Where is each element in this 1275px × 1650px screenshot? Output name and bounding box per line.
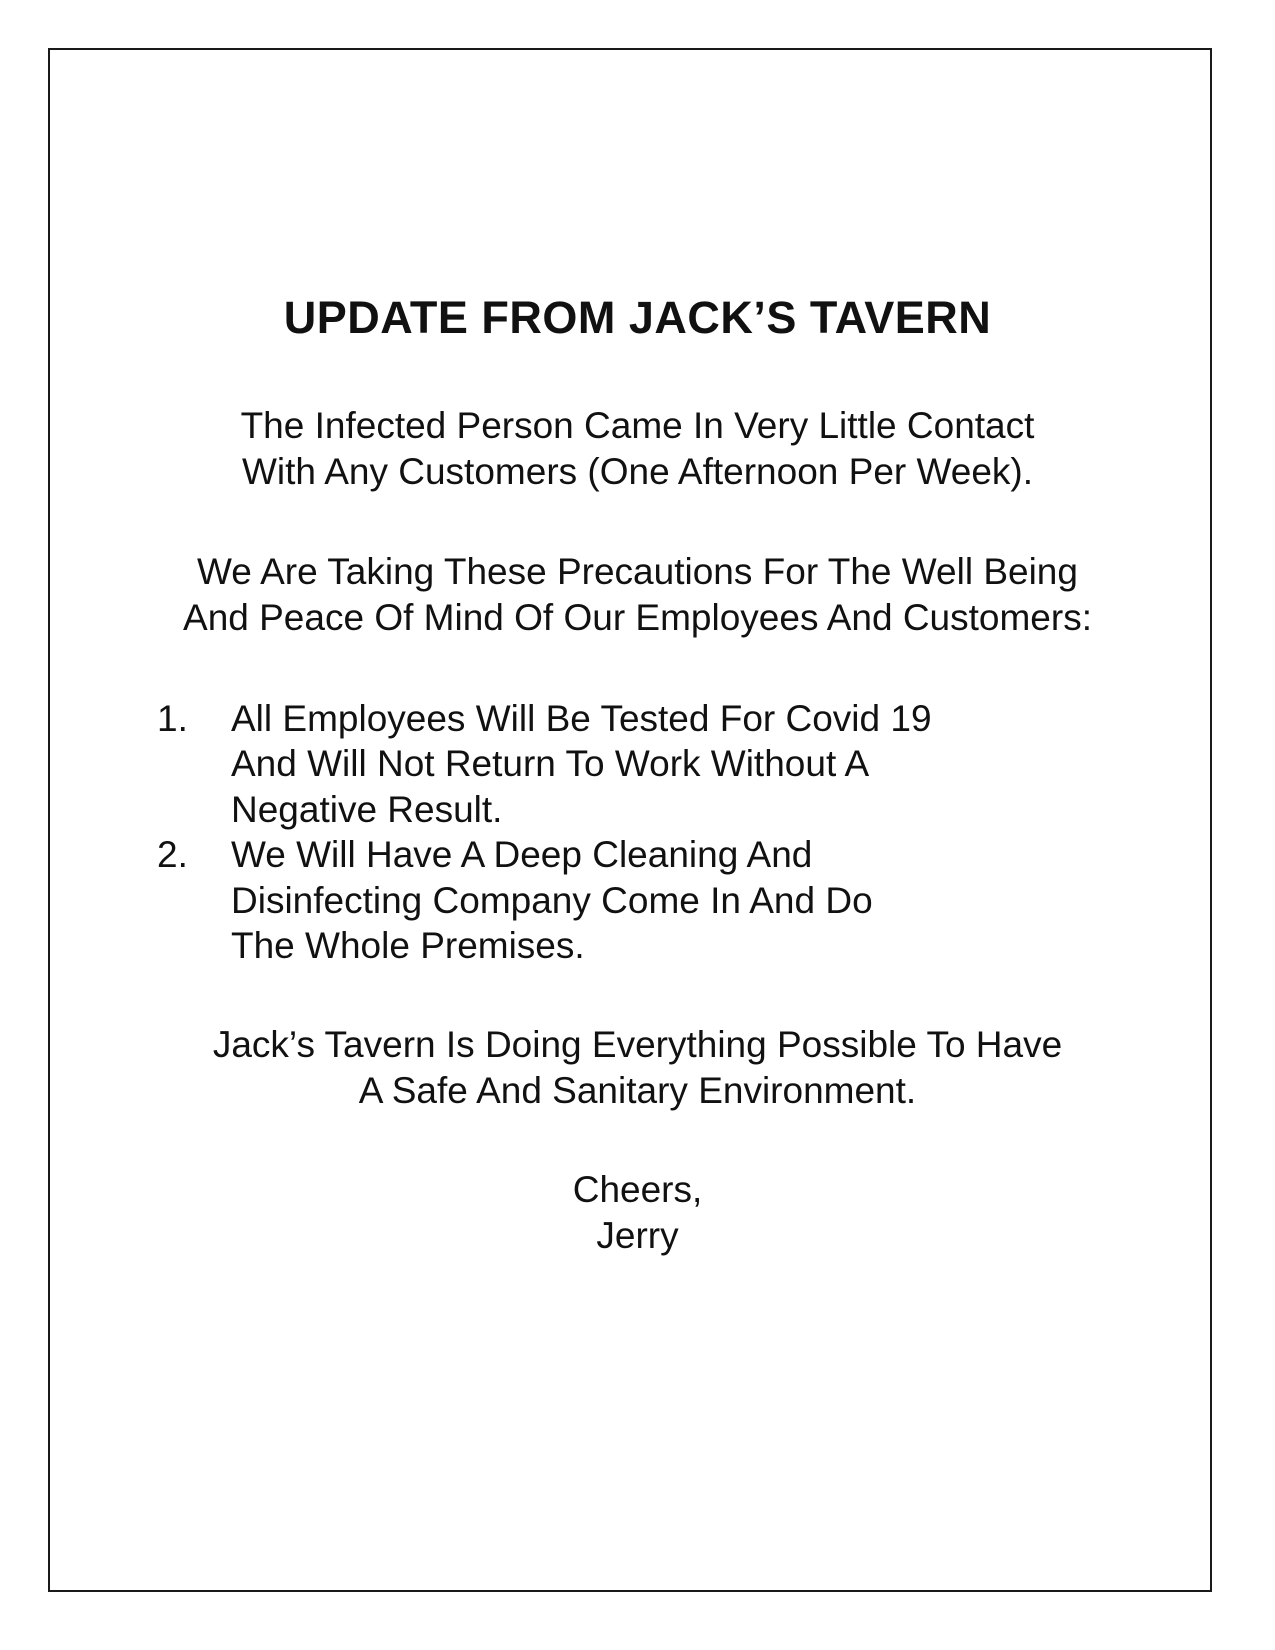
list-item-line: All Employees Will Be Tested For Covid 19 [231, 698, 932, 739]
list-item-line: We Will Have A Deep Cleaning And [231, 834, 813, 875]
paragraph-line: We Are Taking These Precautions For The Well Being [197, 551, 1078, 592]
list-item-line: Disinfecting Company Come In And Do [231, 880, 873, 921]
list-item-number: 1. [157, 698, 188, 739]
paragraph-line: And Peace Of Mind Of Our Employees And Customers: [183, 597, 1092, 638]
list-item-line: Negative Result. [231, 789, 503, 830]
list-item-line: The Whole Premises. [231, 925, 585, 966]
paragraph-line: With Any Customers (One Afternoon Per Week). [241, 451, 1034, 492]
page-border [48, 48, 1212, 1592]
paragraph-line: A Safe And Sanitary Environment. [358, 1070, 917, 1111]
signature-name: Jerry [596, 1215, 679, 1256]
list-item-line: And Will Not Return To Work Without A [231, 743, 870, 784]
paragraph-line: Jack’s Tavern Is Doing Everything Possible To Have [212, 1024, 1063, 1065]
list-item-number: 2. [157, 834, 188, 875]
page-title: UPDATE FROM JACK’S TAVERN [283, 292, 992, 343]
paragraph-line: The Infected Person Came In Very Little Contact [240, 405, 1035, 446]
closing-salutation: Cheers, [572, 1169, 703, 1210]
